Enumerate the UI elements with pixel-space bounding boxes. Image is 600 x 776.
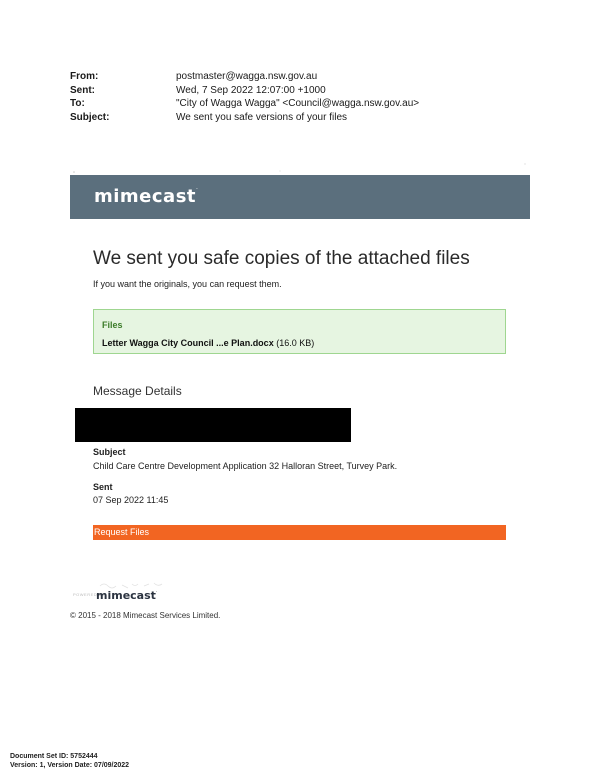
subject-value: Child Care Centre Development Application 32 Halloran Street, Turvey Park. (93, 461, 398, 471)
request-files-button[interactable]: Request Files (93, 525, 506, 540)
header-value: Wed, 7 Sep 2022 12:07:00 +1000 (176, 84, 326, 96)
header-row-from (70, 70, 419, 84)
page-title: We sent you safe copies of the attached files (93, 248, 470, 269)
document-stamp (10, 752, 129, 770)
copyright-notice: © 2015 - 2018 Mimecast Services Limited. (70, 611, 221, 620)
email-header (70, 70, 419, 124)
trademark-mark: · (196, 186, 199, 193)
footer-trademark-mark: · (155, 589, 158, 594)
message-details-title: Message Details (93, 384, 182, 398)
redaction-block (75, 408, 351, 442)
header-row-to (70, 97, 419, 111)
header-label: From: (70, 71, 99, 82)
footer-logo-text: mimecast (96, 589, 156, 602)
header-value: "City of Wagga Wagga" <Council@wagga.nsw.gov.au> (176, 98, 420, 109)
file-entry[interactable] (102, 338, 314, 348)
header-label: To: (70, 98, 85, 109)
document-set-id: Document Set ID: 5752444 (10, 753, 98, 760)
mimecast-logo (94, 186, 198, 207)
file-name[interactable]: Letter Wagga City Council ...e Plan.docx (102, 338, 274, 348)
sent-label: Sent (93, 482, 113, 492)
powered-by-text: POWERED BY (73, 592, 106, 597)
header-row-sent (70, 84, 419, 98)
mimecast-footer-logo (96, 589, 157, 602)
files-label: Files (102, 320, 123, 330)
scan-artifact (70, 160, 530, 174)
header-value: postmaster@wagga.nsw.gov.au (176, 71, 318, 82)
header-row-subject (70, 111, 419, 125)
header-label: Subject: (70, 111, 110, 123)
header-label: Sent: (70, 84, 95, 96)
powered-by-logo (70, 580, 180, 608)
file-size: (16.0 KB) (273, 338, 315, 348)
version-info: Version: 1, Version Date: 07/09/2022 (10, 762, 130, 769)
sent-value: 07 Sep 2022 11:45 (93, 495, 169, 505)
page-subtitle: If you want the originals, you can request them. (93, 279, 282, 289)
subject-label: Subject (93, 447, 126, 457)
mimecast-banner (70, 175, 530, 219)
files-panel (93, 309, 506, 354)
logo-text: mimecast (94, 186, 197, 207)
header-value: We sent you safe versions of your files (176, 111, 348, 123)
